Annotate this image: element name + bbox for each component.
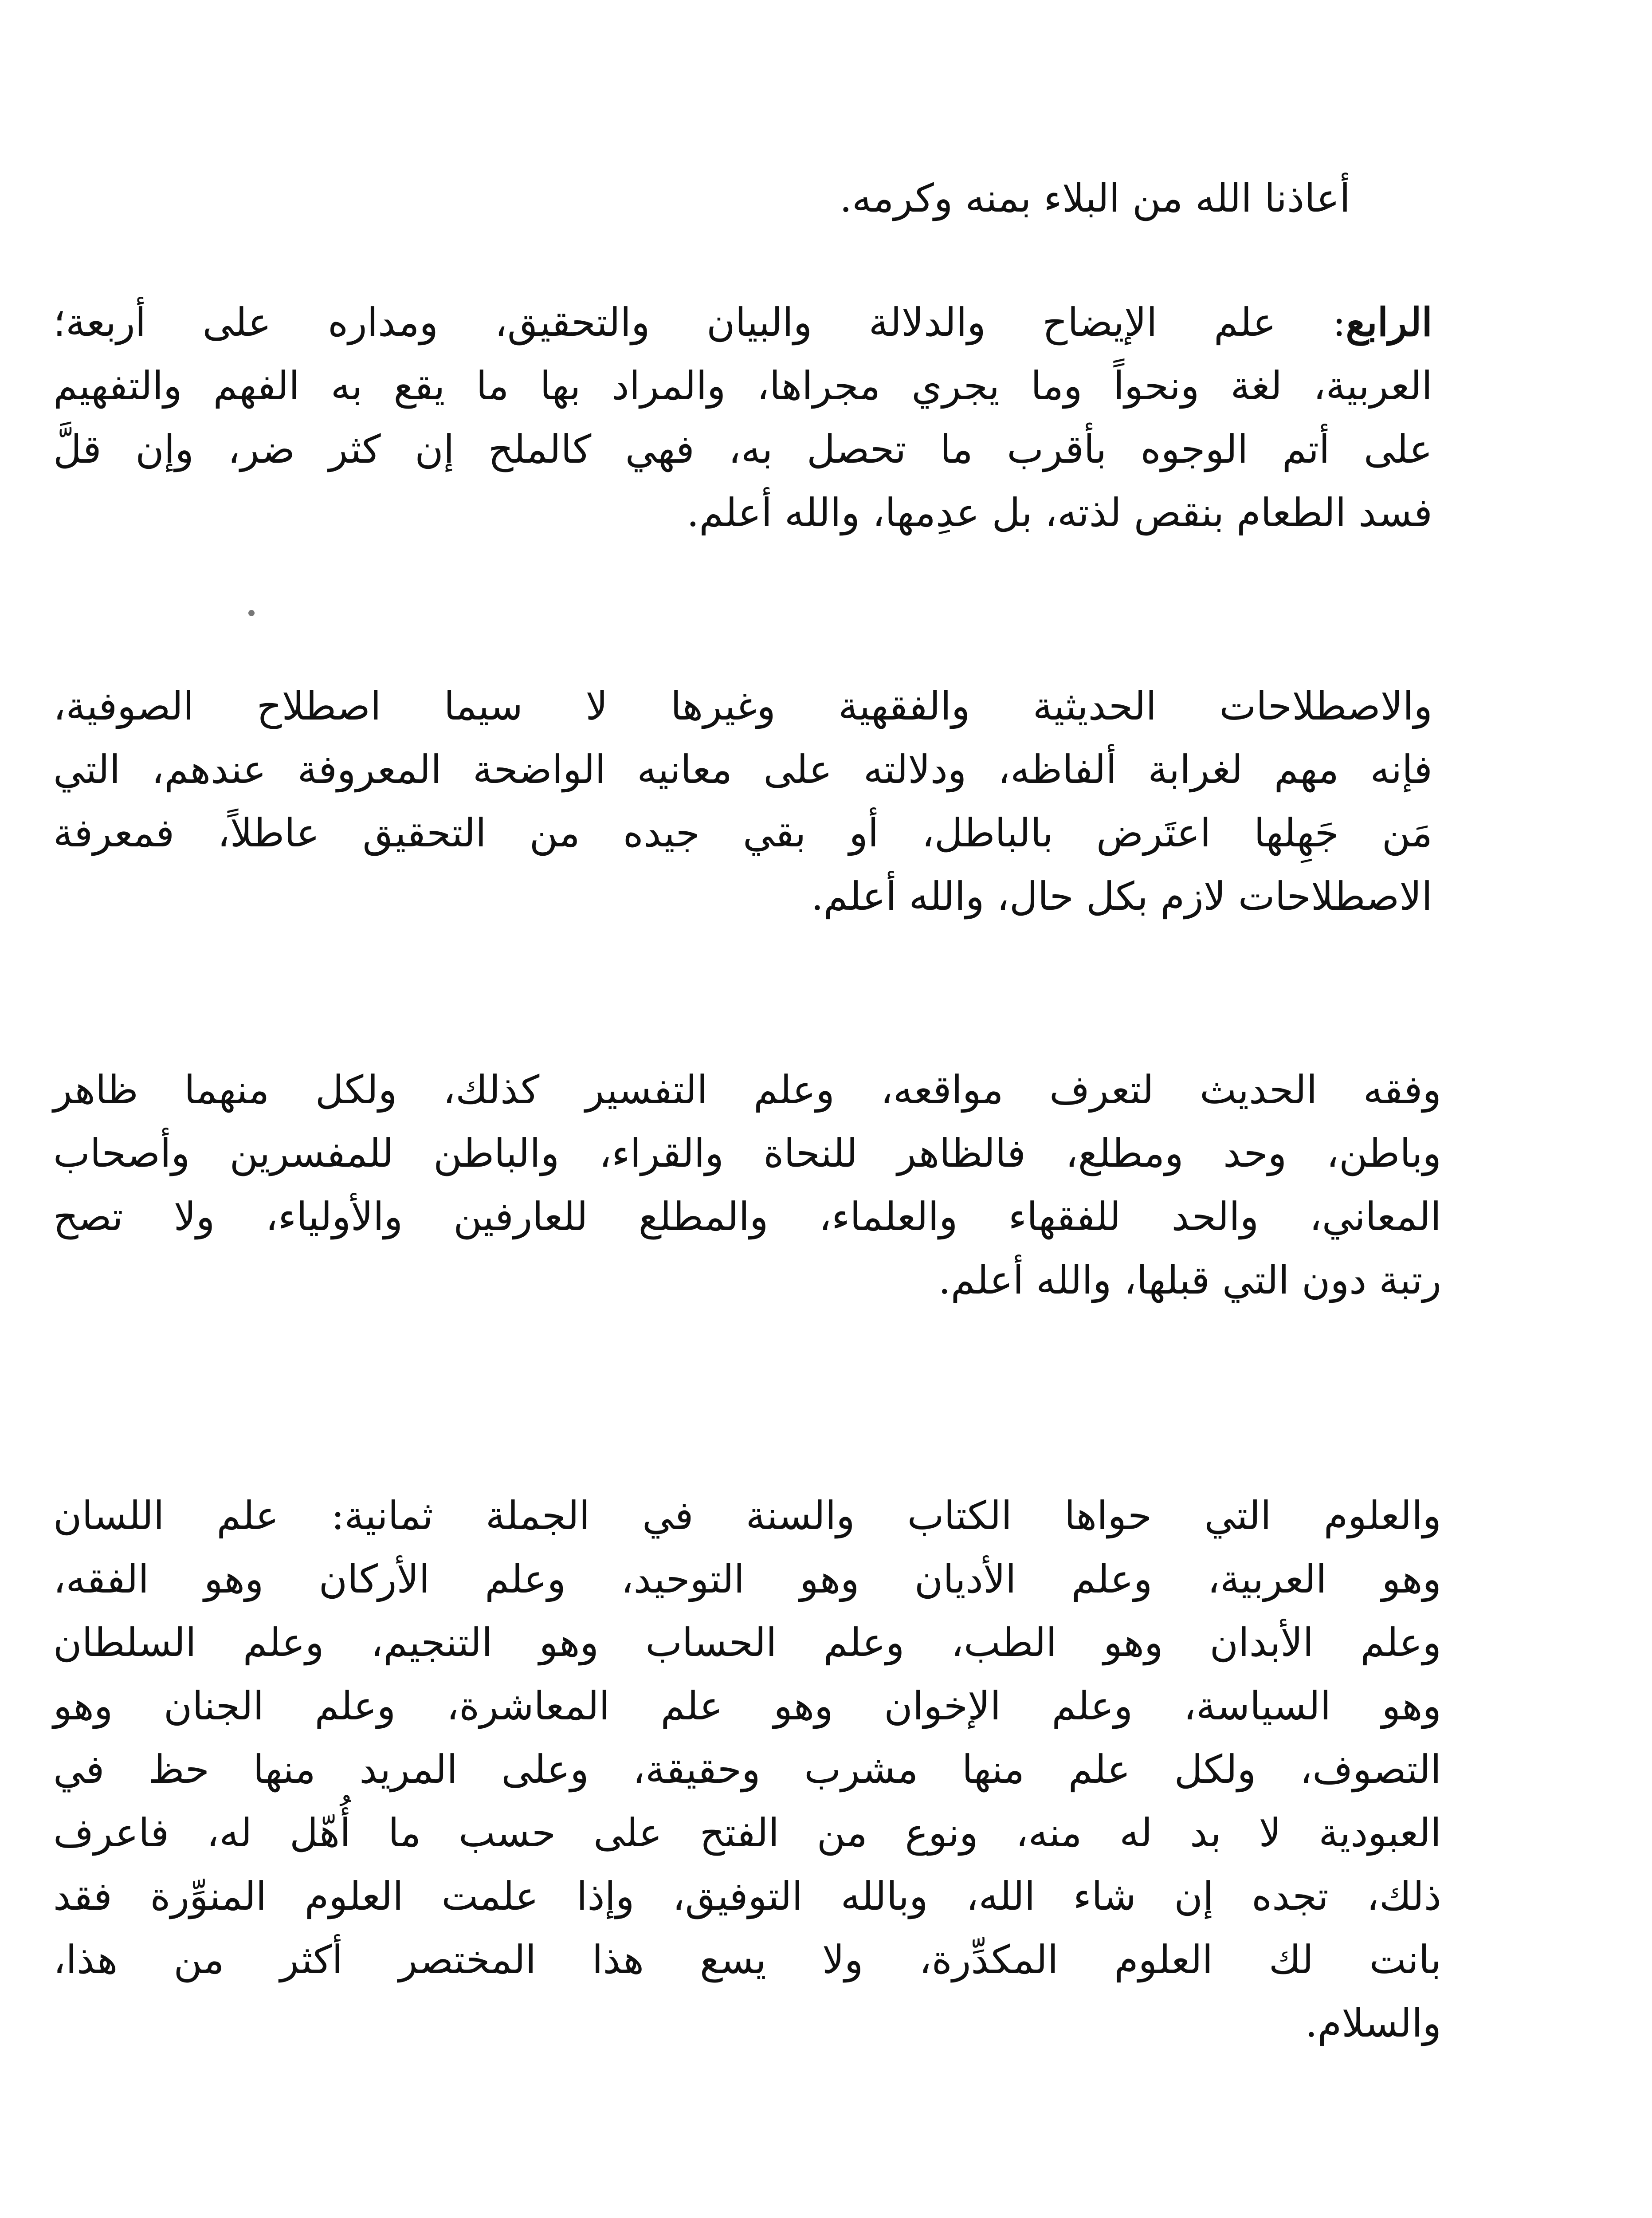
text-line: أعاذنا الله من البلاء بمنه وكرمه. bbox=[840, 175, 1350, 221]
text-line: ذلك، تجده إن شاء الله، وبالله التوفيق، وإذا علمت العلوم المنوِّرة فقد bbox=[53, 1873, 1441, 1919]
text-line: التصوف، ولكل علم منها مشرب وحقيقة، وعلى المريد منها حظ في bbox=[53, 1746, 1441, 1792]
text-line: المعاني، والحد للفقهاء والعلماء، والمطلع للعارفين والأولياء، ولا تصح bbox=[53, 1194, 1441, 1239]
text-line: وباطن، وحد ومطلع، فالظاهر للنحاة والقراء، والباطن للمفسرين وأصحاب bbox=[53, 1130, 1441, 1176]
text-line: العربية، لغة ونحواً وما يجري مجراها، والمراد بها ما يقع به الفهم والتفهيم bbox=[53, 363, 1432, 409]
text-line: وعلم الأبدان وهو الطب، وعلم الحساب وهو التنجيم، وعلم السلطان bbox=[53, 1620, 1441, 1665]
text-line: مَن جَهِلها اعتَرض بالباطل، أو بقي جيده من التحقيق عاطلاً، فمعرفة bbox=[53, 810, 1432, 856]
text-line: رتبة دون التي قبلها، والله أعلم. bbox=[938, 1257, 1441, 1303]
text-line: وفقه الحديث لتعرف مواقعه، وعلم التفسير كذلك، ولكل منهما ظاهر bbox=[53, 1067, 1441, 1113]
text-line bbox=[53, 291, 1432, 354]
paragraph-eight-sciences bbox=[53, 1484, 1441, 2055]
text-line: وهو السياسة، وعلم الإخوان وهو علم المعاشرة، وعلم الجنان وهو bbox=[53, 1683, 1441, 1729]
text-line: والاصطلاحات الحديثية والفقهية وغيرها لا سيما اصطلاح الصوفية، bbox=[53, 683, 1432, 729]
text-line: الاصطلاحات لازم بكل حال، والله أعلم. bbox=[811, 873, 1432, 919]
paragraph-terminology bbox=[53, 674, 1432, 928]
text-line: بانت لك العلوم المكدِّرة، ولا يسع هذا المختصر أكثر من هذا، bbox=[53, 1937, 1441, 1982]
text-line: العبودية لا بد له منه، ونوع من الفتح على حسب ما أُهّل له، فاعرف bbox=[53, 1810, 1441, 1856]
scan-speck bbox=[248, 610, 255, 616]
text-line: وهو العربية، وعلم الأديان وهو التوحيد، وعلم الأركان وهو الفقه، bbox=[53, 1556, 1441, 1602]
text-fragment: : علم الإيضاح والدلالة والبيان والتحقيق، ومداره على أربعة؛ bbox=[53, 299, 1346, 345]
paragraph-lead-word: الرابع bbox=[1346, 299, 1432, 345]
text-line: والعلوم التي حواها الكتاب والسنة في الجملة ثمانية: علم اللسان bbox=[53, 1493, 1441, 1538]
text-line: على أتم الوجوه بأقرب ما تحصل به، فهي كالملح إن كثر ضر، وإن قلَّ bbox=[53, 426, 1432, 472]
paragraph-closing-prayer bbox=[242, 166, 1350, 230]
text-line: فإنه مهم لغرابة ألفاظه، ودلالته على معانيه الواضحة المعروفة عندهم، التي bbox=[53, 747, 1432, 792]
text-line: فسد الطعام بنقص لذته، بل عدِمها، والله أعلم. bbox=[687, 490, 1432, 535]
paragraph-fourth-science bbox=[53, 291, 1432, 544]
text-line: والسلام. bbox=[1305, 2000, 1441, 2046]
paragraph-hadith-fiqh bbox=[53, 1058, 1441, 1312]
